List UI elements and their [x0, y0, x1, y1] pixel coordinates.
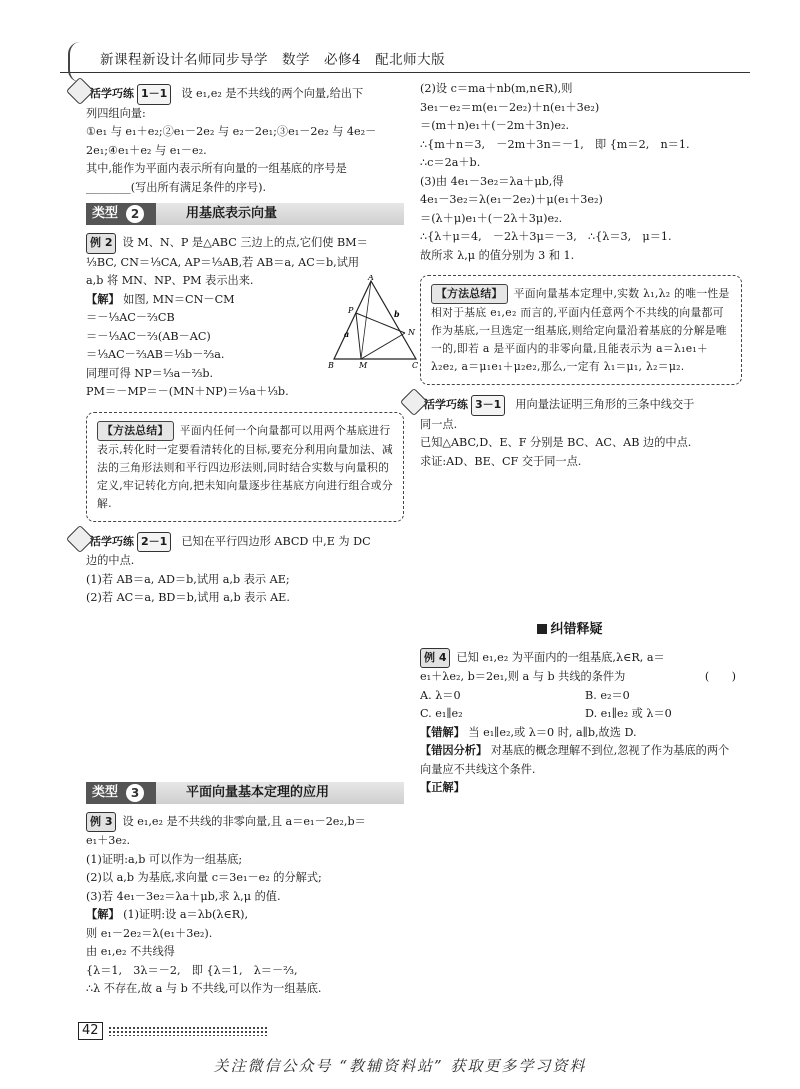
example-tag: 例 2 [86, 233, 116, 254]
text-line: ∴{λ＋μ＝4, －2λ＋3μ＝－3, ∴{λ＝3, μ＝1. [420, 230, 672, 243]
text-line: 2e₁;④e₁＋e₂ 与 e₁－e₂. [86, 143, 207, 157]
summary-text: 平面向量基本定理中,实数 λ₁,λ₂ 的唯一性是相对于基底 e₁,e₂ 而言的,平面内任意两个不共线的向量都可作为基底,一旦选定一组基底,则给定向量沿着基底的分解是唯一的,即若 a 是平面内的非零向量,且能表示为 a＝λ₁e₁＋λ₂e₂, a＝μ₁e₁＋μ₂e₂,那么,一定有 λ₁＝μ₁, λ₂＝μ₂. [431, 287, 730, 373]
option-c: C. e₁∥e₂ [420, 707, 463, 720]
text-line: ∴λ 不存在,故 a 与 b 不共线,可以作为一组基底. [86, 982, 322, 995]
text-line: ＝(m＋n)e₁＋(－2m＋3n)e₂. [420, 119, 570, 132]
example-4 [420, 648, 750, 798]
text-line: PM＝－MP＝－(MN＋NP)＝⅓a＋⅓b. [86, 385, 289, 398]
text-line: ________(写出所有满足条件的序号). [86, 180, 267, 194]
example-3 [86, 812, 404, 999]
text-line: ∴{m＋n＝3, －2m＋3n＝－1, 即 {m＝2, n＝1. [420, 137, 690, 151]
left-column [86, 80, 419, 999]
triangle-diagram [326, 275, 421, 370]
text-line: 已知 e₁,e₂ 为平面内的一组基底,λ∈R, a＝ [456, 650, 665, 664]
text-line: (3)由 4e₁－3e₂＝λa＋μb,得 [420, 174, 564, 188]
text-line: ①e₁ 与 e₁＋e₂;②e₁－2e₂ 与 e₂－2e₁;③e₁－2e₂ 与 4e₂－ [86, 125, 377, 138]
correct-label: 【正解】 [420, 781, 465, 794]
method-summary-1 [86, 412, 404, 522]
text-line: 用向量法证明三角形的三条中线交于 [515, 398, 695, 411]
text-line: 则 e₁－2e₂＝λ(e₁＋3e₂). [86, 926, 213, 940]
text-line: (3)若 4e₁－3e₂＝λa＋μb,求 λ,μ 的值. [86, 889, 281, 903]
type-number: 3 [126, 784, 144, 802]
text-line: 4e₁－3e₂＝λ(e₁－2e₂)＋μ(e₁＋3e₂) [420, 193, 603, 206]
text-line: 设 e₁,e₂ 是不共线的两个向量,给出下 [181, 87, 364, 100]
text-line: 3e₁－e₂＝m(e₁－2e₂)＋n(e₁＋3e₂) [420, 100, 600, 114]
text-line: ⅓BC, CN＝⅓CA, AP＝⅓AB,若 AB＝a, AC＝b,试用 [86, 255, 360, 269]
type-title: 平面向量基本定理的应用 [186, 784, 330, 800]
triangle-outline [334, 281, 416, 359]
option-a: A. λ＝0 [420, 688, 461, 702]
label-vec-b: b [394, 309, 400, 319]
text-line: ＝⅓AC－⅔AB＝⅓b－⅔a. [86, 348, 225, 361]
text-line: e₁＋3e₂. [86, 834, 131, 847]
text-line: (1)证明:设 a＝λb(λ∈R), [123, 908, 249, 921]
text-line: 边的中点. [86, 554, 135, 567]
right-column [420, 80, 760, 798]
type-number: 2 [126, 205, 144, 223]
text-line: {λ＝1, 3λ＝－2, 即 {λ＝1, λ＝－⅔, [86, 963, 298, 977]
text-line: 设 e₁,e₂ 是不共线的非零向量,且 a＝e₁－2e₂,b＝ [122, 814, 366, 828]
spacer [420, 471, 760, 609]
type-label: 类型 [86, 782, 156, 804]
text-line: 由 e₁,e₂ 不共线得 [86, 945, 175, 958]
label-c: C [412, 361, 419, 370]
summary-title: 【方法总结】 [431, 284, 508, 304]
text-line: a,b 将 MN、NP、PM 表示出来. [86, 274, 254, 287]
option-d: D. e₁∥e₂ 或 λ＝0 [585, 707, 672, 720]
solution-label: 【解】 [86, 292, 120, 306]
segment-pm [356, 313, 361, 359]
example-tag: 例 4 [420, 648, 450, 669]
text-line: e₁＋λe₂, b＝2e₁,则 a 与 b 共线的条件为 [420, 670, 626, 683]
type-2-header [86, 203, 404, 225]
practice-3-1 [420, 395, 760, 471]
text-line: 已知在平行四边形 ABCD 中,E 为 DC [181, 534, 371, 548]
text-line: 求证:AD、BE、CF 交于同一点. [420, 454, 582, 468]
text-line: (1)证明:a,b 可以作为一组基底; [86, 852, 243, 866]
text-line: (1)若 AB＝a, AD＝b,试用 a,b 表示 AE; [86, 572, 290, 586]
label-p: P [348, 306, 354, 315]
options [420, 687, 750, 724]
summary-title: 【方法总结】 [97, 421, 174, 441]
label-n: N [408, 328, 415, 337]
example-3-continued [420, 80, 760, 265]
text-line: 故所求 λ,μ 的值分别为 3 和 1. [420, 248, 575, 262]
page-header [60, 38, 750, 73]
text-line: 已知△ABC,D、E、F 分别是 BC、AC、AB 边的中点. [420, 436, 692, 449]
wrong-text: 当 e₁∥e₂,或 λ＝0 时, a∥b,故选 D. [468, 725, 637, 739]
square-icon [537, 624, 547, 634]
practice-1-1 [86, 84, 404, 197]
text-line: 设 M、N、P 是△ABC 三边上的点,它们使 BM＝ [122, 236, 368, 249]
wrong-label: 【错解】 [420, 725, 465, 739]
type-title: 用基底表示向量 [186, 206, 278, 221]
type-label: 类型 [86, 203, 156, 225]
text-line: 其中,能作为平面内表示所有向量的一组基底的序号是 [86, 162, 347, 175]
label-vec-a: a [344, 329, 350, 339]
text-line: (2)设 c＝ma＋nb(m,n∈R),则 [420, 82, 573, 95]
page-number: 42 [78, 1022, 103, 1040]
practice-tag: 活学巧练 2－1 [86, 532, 175, 553]
text-line: (2)若 AC＝a, BD＝b,试用 a,b 表示 AE. [86, 591, 290, 604]
header-title: 新课程新设计名师同步导学 数学 必修4 配北师大版 [100, 52, 446, 68]
text-line: 同理可得 NP＝⅓a－⅔b. [86, 366, 214, 380]
spacer [86, 608, 404, 776]
segment-mn [361, 333, 405, 359]
practice-2-1 [86, 532, 404, 608]
practice-tag: 活学巧练 3－1 [420, 395, 509, 416]
summary-text: 平面内任何一个向量都可以用两个基底进行表示,转化时一定要看清转化的目标,要充分利用向量加法、减法的三角形法则和平行四边形法则,同时结合实数与向量积的定义,牢记转化方向,把未知向量逐步往基底方向进行组合或分解. [97, 423, 393, 510]
solution-label: 【解】 [86, 908, 120, 921]
method-summary-2 [420, 275, 742, 385]
text-line: ∴c＝2a＋b. [420, 156, 481, 169]
analysis-text: 对基底的概念理解不到位,忽视了作为基底的两个向量应不共线这个条件. [420, 744, 730, 776]
practice-tag: 活学巧练 1－1 [86, 84, 175, 105]
watermark-text: 关注微信公众号 “教辅资料站” 获取更多学习资料 [213, 1057, 587, 1075]
text-line: 同一点. [420, 417, 458, 431]
text-line: ＝－⅓AC－⅔(AB－AC) [86, 329, 211, 343]
type-3-header [86, 782, 404, 804]
dotted-strip [108, 1026, 268, 1036]
text-line: (2)以 a,b 为基底,求向量 c＝3e₁－e₂ 的分解式; [86, 871, 322, 884]
label-a: A [368, 275, 374, 282]
header-brace [68, 42, 88, 82]
answer-blank: ( ) [704, 670, 736, 683]
text-line: 如图, MN＝CN－CM [123, 292, 235, 306]
text-line: 列四组向量: [86, 106, 146, 120]
error-section-title: 纠错释疑 [420, 621, 720, 640]
text-line: ＝(λ＋μ)e₁＋(－2λ＋3μ)e₂. [420, 211, 563, 225]
label-m: M [359, 361, 368, 370]
text-line: ＝－⅓AC－⅔CB [86, 311, 175, 324]
analysis-label: 【错因分析】 [420, 744, 488, 757]
option-b: B. e₂＝0 [585, 688, 630, 702]
example-tag: 例 3 [86, 812, 116, 833]
page-number-bar [78, 1022, 268, 1040]
label-b: B [328, 361, 334, 370]
